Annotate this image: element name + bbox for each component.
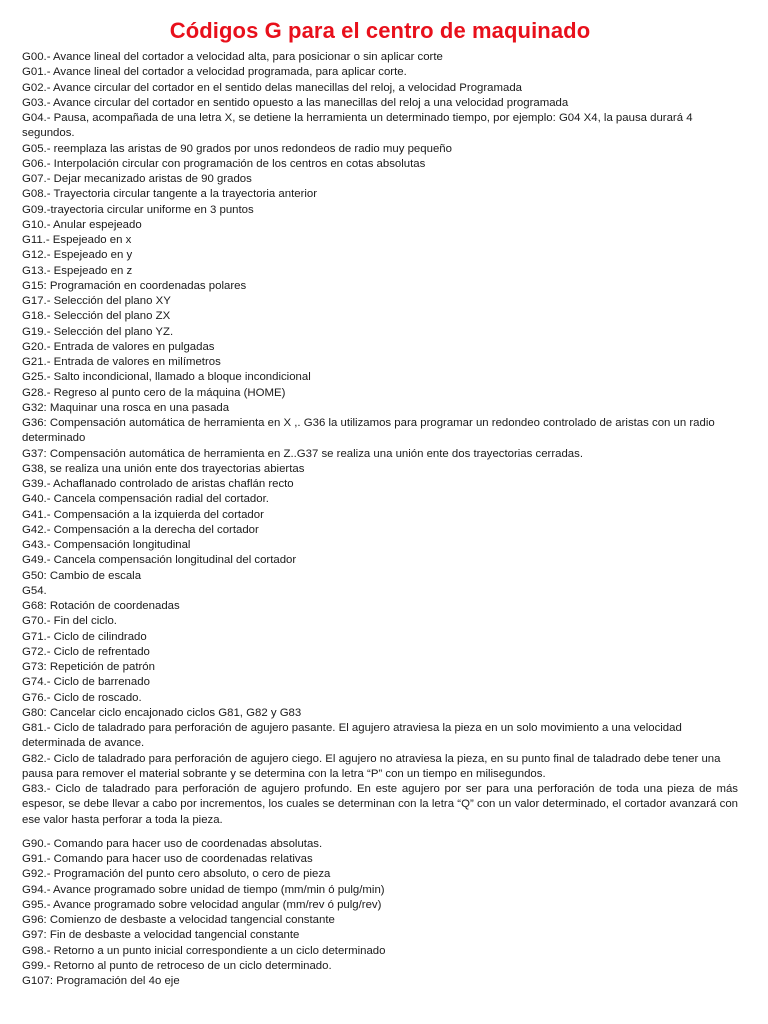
- code-line-g72: G72.- Ciclo de refrentado: [22, 645, 150, 658]
- code-line-g37: G37: Compensación automática de herramienta en Z..G37 se realiza una unión ente dos trayectorias cerradas.: [22, 447, 583, 460]
- code-line-g99: G99.- Retorno al punto de retroceso de un ciclo determinado.: [22, 959, 332, 972]
- code-line-g12: G12.- Espejeado en y: [22, 249, 133, 262]
- code-line-g107: G107: Programación del 4o eje: [22, 975, 180, 987]
- code-line-g95: G95.- Avance programado sobre velocidad angular (mm/rev ó pulg/rev): [22, 898, 382, 911]
- code-line-g82: G82.- Ciclo de taladrado para perforación de agujero ciego. El agujero no atraviesa la pieza, en su punto final de taladrado debe tener una pausa para remover el material sobrante y se determina con la letra “P” con un tiempo en milisegundos.: [22, 752, 721, 780]
- code-line-g11: G11.- Espejeado en x: [22, 234, 132, 246]
- code-line-g18: G18.- Selección del plano ZX: [22, 310, 171, 323]
- code-line-g81: G81.- Ciclo de taladrado para perforación de agujero pasante. El agujero atraviesa la pieza en un solo movimiento a una velocidad determinada de avance.: [22, 722, 682, 750]
- code-line-g28: G28.- Regreso al punto cero de la máquina (HOME): [22, 386, 286, 399]
- code-line-g92: G92.- Programación del punto cero absoluto, o cero de pieza: [22, 868, 331, 881]
- code-line-g01: G01.- Avance lineal del cortador a velocidad programada, para aplicar corte.: [22, 66, 407, 79]
- code-line-g42: G42.- Compensación a la derecha del cortador: [22, 523, 259, 536]
- page-title: Códigos G para el centro de maquinado: [169, 18, 591, 43]
- code-line-g54: G54.: [22, 584, 47, 597]
- code-line-g02: G02.- Avance circular del cortador en el sentido delas manecillas del reloj, a velocidad Programada: [22, 81, 522, 94]
- code-line-g10: G10.- Anular espejeado: [22, 218, 142, 231]
- code-line-g36: G36: Compensación automática de herramienta en X ,. G36 la utilizamos para programar un redondeo controlado de aristas con un radio determinado: [22, 417, 715, 445]
- code-line-g07: G07.- Dejar mecanizado aristas de 90 grados: [22, 173, 252, 185]
- code-line-g17: G17.- Selección del plano XY: [22, 295, 171, 307]
- code-line-g15: G15: Programación en coordenadas polares: [22, 279, 247, 292]
- code-line-g09: G09.-trayectoria circular uniforme en 3 puntos: [22, 203, 254, 216]
- code-line-g20: G20.- Entrada de valores en pulgadas: [22, 340, 215, 353]
- code-line-g96: G96: Comienzo de desbaste a velocidad tangencial constante: [22, 914, 335, 926]
- code-line-g03: G03.- Avance circular del cortador en sentido opuesto a las manecillas del reloj a una velocidad programada: [22, 96, 569, 109]
- code-line-g21: G21.- Entrada de valores en milímetros: [22, 356, 221, 368]
- code-line-g50: G50: Cambio de escala: [22, 569, 142, 582]
- code-line-g06: G06.- Interpolación circular con programación de los centros en cotas absolutas: [22, 157, 426, 170]
- code-line-g68: G68: Rotación de coordenadas: [22, 600, 180, 612]
- code-line-g25: G25.- Salto incondicional, llamado a bloque incondicional: [22, 371, 311, 384]
- code-line-g70: G70.- Fin del ciclo.: [22, 615, 117, 628]
- code-line-g13: G13.- Espejeado en z: [22, 264, 133, 277]
- code-line-g74: G74.- Ciclo de barrenado: [22, 676, 150, 689]
- code-line-g41: G41.- Compensación a la izquierda del cortador: [22, 508, 264, 521]
- code-line-g05: G05.- reemplaza las aristas de 90 grados por unos redondeos de radio muy pequeño: [22, 142, 452, 155]
- code-line-g98: G98.- Retorno a un punto inicial correspondiente a un ciclo determinado: [22, 944, 386, 957]
- code-line-g39: G39.- Achaflanado controlado de aristas chaflán recto: [22, 478, 294, 490]
- code-line-g38: G38, se realiza una unión ente dos trayectorias abiertas: [22, 462, 305, 475]
- code-line-g19: G19.- Selección del plano YZ.: [22, 325, 174, 338]
- code-line-g43: G43.- Compensación longitudinal: [22, 539, 191, 551]
- code-line-g80: G80: Cancelar ciclo encajonado ciclos G81, G82 y G83: [22, 706, 302, 719]
- g-code-list: [22, 50, 738, 989]
- code-line-g00: G00.- Avance lineal del cortador a velocidad alta, para posicionar o sin aplicar corte: [22, 51, 443, 63]
- code-line-g91: G91.- Comando para hacer uso de coordenadas relativas: [22, 853, 313, 865]
- code-line-g73: G73: Repetición de patrón: [22, 661, 155, 673]
- code-line-g08: G08.- Trayectoria circular tangente a la trayectoria anterior: [22, 188, 318, 201]
- code-line-g04: G04.- Pausa, acompañada de una letra X, se detiene la herramienta un determinado tiempo, por ejemplo: G04 X4, la pausa durará 4 segundos.: [22, 112, 693, 140]
- code-line-g76: G76.- Ciclo de roscado.: [22, 691, 142, 704]
- code-line-g49: G49.- Cancela compensación longitudinal del cortador: [22, 554, 297, 567]
- code-line-g83: G83.- Ciclo de taladrado para perforación de agujero profundo. En este agujero por ser para una perforación de toda una pieza de más espesor, se debe llevar a cabo por incrementos, los cuales se determinan con la letra “Q” con un valor determinado, el cortador avanzará con ese valor hasta perforar a toda la pieza.: [22, 783, 738, 826]
- code-line-g71: G71.- Ciclo de cilindrado: [22, 630, 147, 643]
- code-line-g97: G97: Fin de desbaste a velocidad tangencial constante: [22, 929, 300, 942]
- code-line-g32: G32: Maquinar una rosca en una pasada: [22, 401, 230, 414]
- code-line-g40: G40.- Cancela compensación radial del cortador.: [22, 493, 269, 506]
- code-line-g90: G90.- Comando para hacer uso de coordenadas absolutas.: [22, 837, 323, 850]
- code-line-g94: G94.- Avance programado sobre unidad de tiempo (mm/min ó pulg/min): [22, 883, 385, 896]
